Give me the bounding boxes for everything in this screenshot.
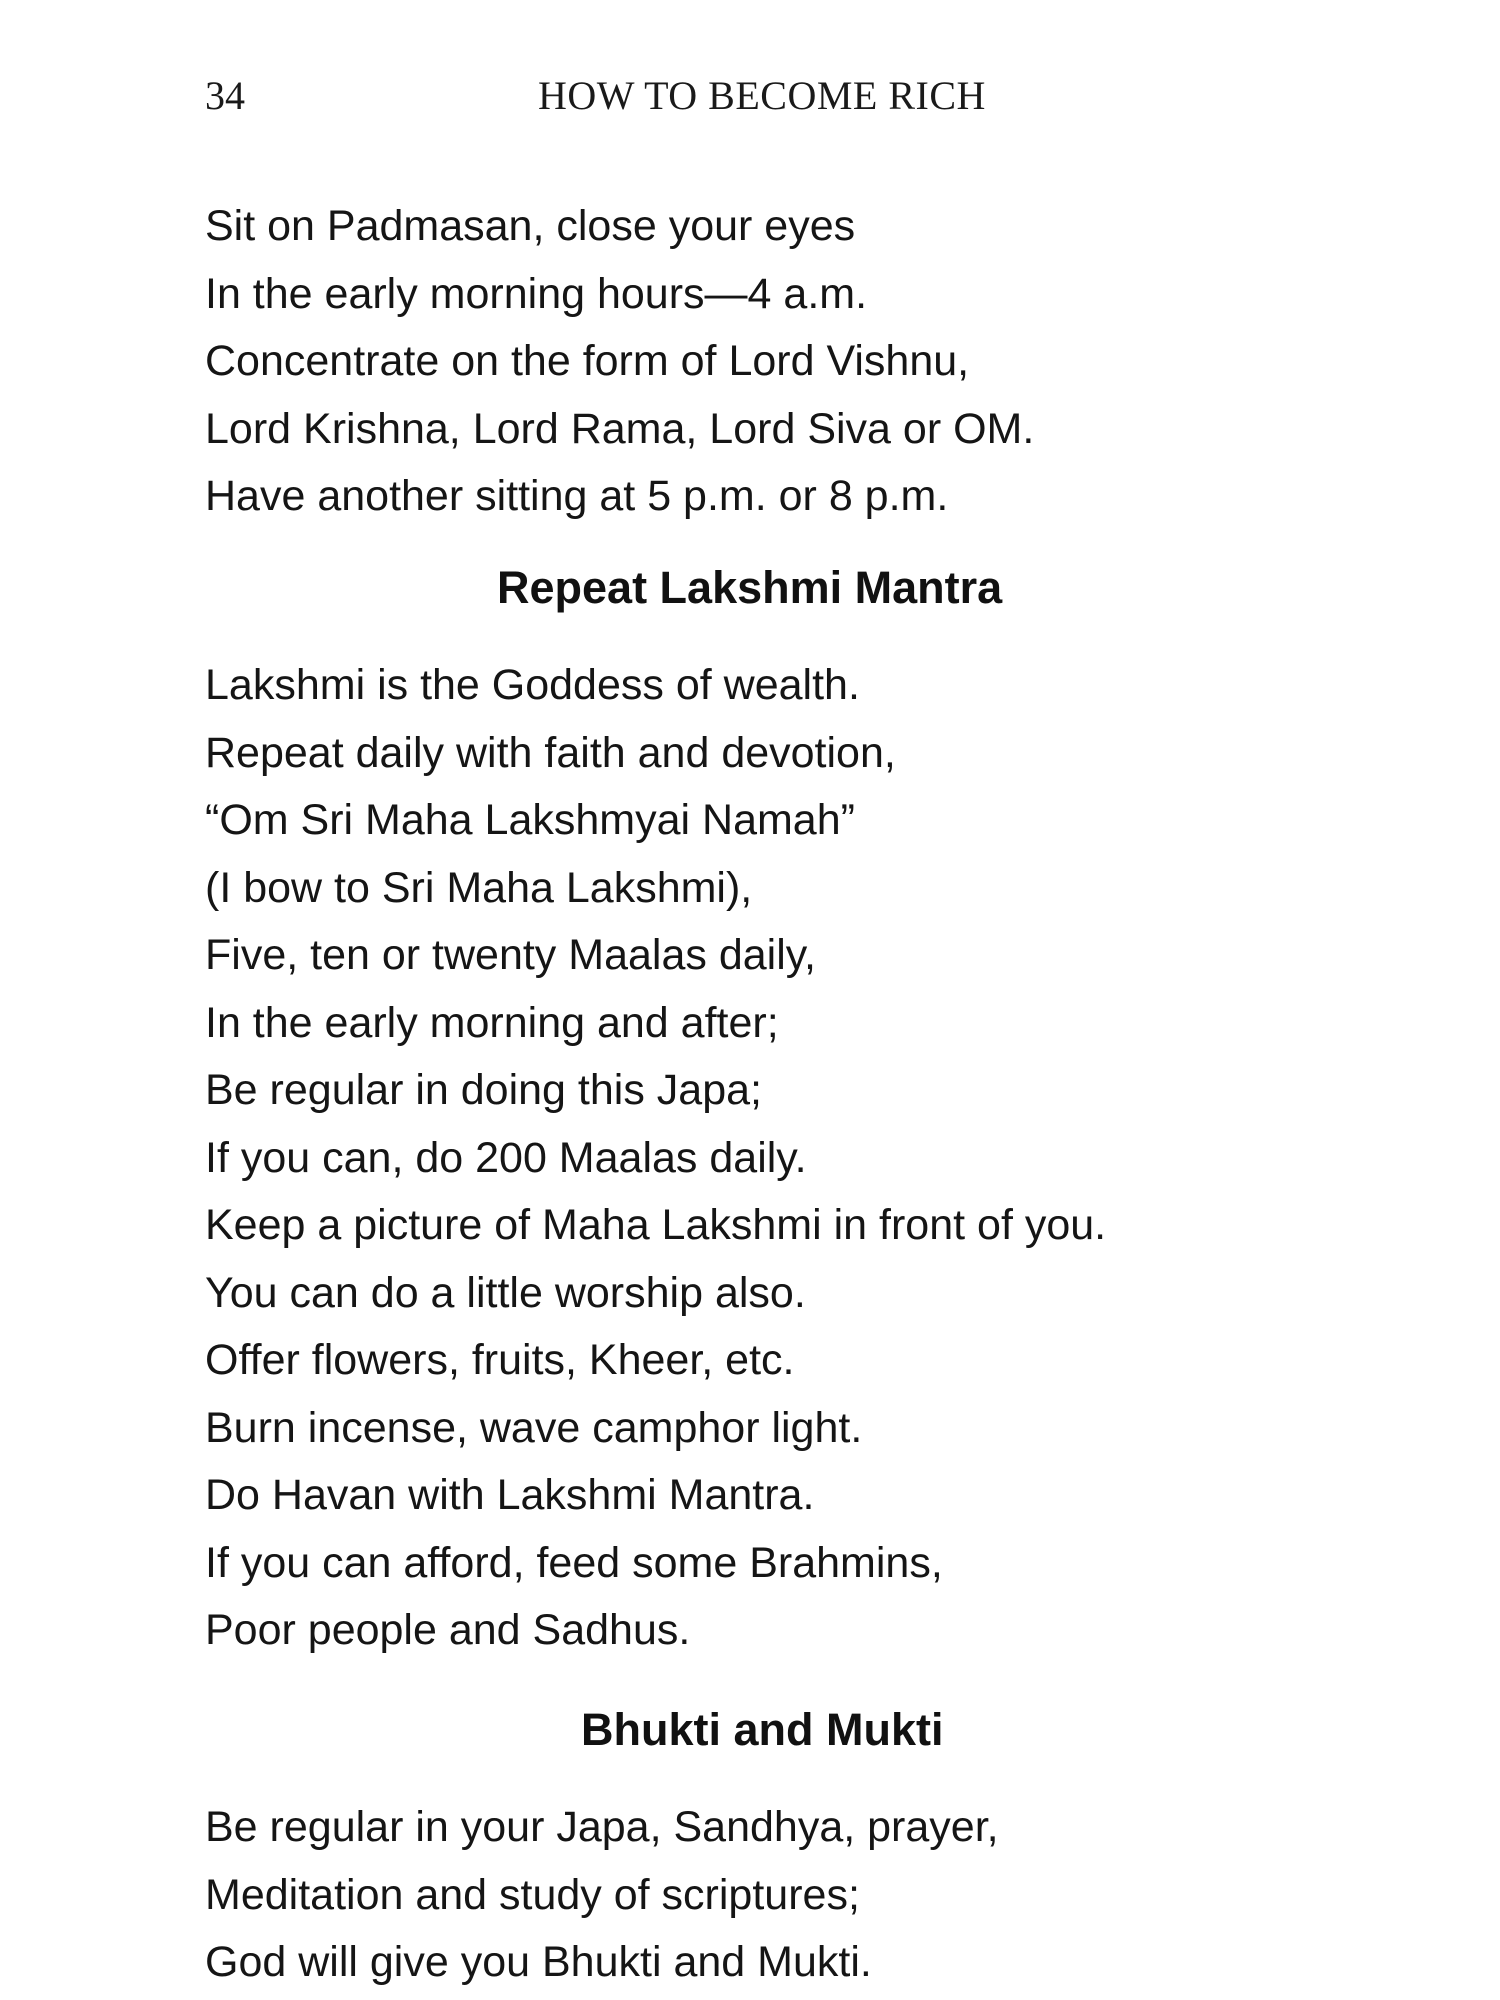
verse-line: Meditation and study of scriptures; — [205, 1870, 860, 1919]
verse-line: Sit on Padmasan, close your eyes — [205, 202, 856, 250]
section-heading-bhukti-mukti: Bhukti and Mukti — [581, 1704, 944, 1755]
verse-line: Be regular in your Japa, Sandhya, prayer, — [205, 1803, 999, 1851]
running-title: HOW TO BECOME RICH — [538, 73, 986, 118]
verse-line: Concentrate on the form of Lord Vishnu, — [205, 337, 970, 385]
verse-line: Be regular in doing this Japa; — [205, 1066, 762, 1114]
verse-line: In the early morning hours—4 a.m. — [205, 269, 868, 318]
verse-line: If you can, do 200 Maalas daily. — [205, 1133, 807, 1182]
verse-line: If you can afford, feed some Brahmins, — [205, 1538, 943, 1587]
verse-line: (I bow to Sri Maha Lakshmi), — [205, 863, 753, 912]
verse-line: Have another sitting at 5 p.m. or 8 p.m. — [205, 472, 949, 520]
verse-line: Lakshmi is the Goddess of wealth. — [205, 661, 860, 709]
verse-line: Five, ten or twenty Maalas daily, — [205, 931, 817, 979]
verse-line: You can do a little worship also. — [205, 1268, 806, 1317]
stanza-meditation — [205, 193, 1325, 531]
verse-line: God will give you Bhukti and Mukti. — [205, 1938, 872, 1986]
verse-line: Keep a picture of Maha Lakshmi in front of you. — [205, 1201, 1107, 1249]
verse-line: Offer flowers, fruits, Kheer, etc. — [205, 1336, 795, 1384]
page-number: 34 — [205, 73, 245, 118]
verse-line: “Om Sri Maha Lakshmyai Namah” — [205, 796, 855, 844]
section-heading-lakshmi-mantra: Repeat Lakshmi Mantra — [497, 562, 1003, 613]
verse-line: In the early morning and after; — [205, 998, 779, 1047]
running-head — [205, 72, 1295, 132]
verse-line: Repeat daily with faith and devotion, — [205, 728, 896, 777]
stanza-bhukti-mukti — [205, 1794, 1325, 1997]
verse-line: Lord Krishna, Lord Rama, Lord Siva or OM. — [205, 404, 1035, 453]
verse-line: Poor people and Sadhus. — [205, 1606, 691, 1654]
verse-line: Do Havan with Lakshmi Mantra. — [205, 1471, 815, 1519]
stanza-lakshmi-mantra — [205, 652, 1325, 1665]
verse-line: Burn incense, wave camphor light. — [205, 1403, 863, 1452]
